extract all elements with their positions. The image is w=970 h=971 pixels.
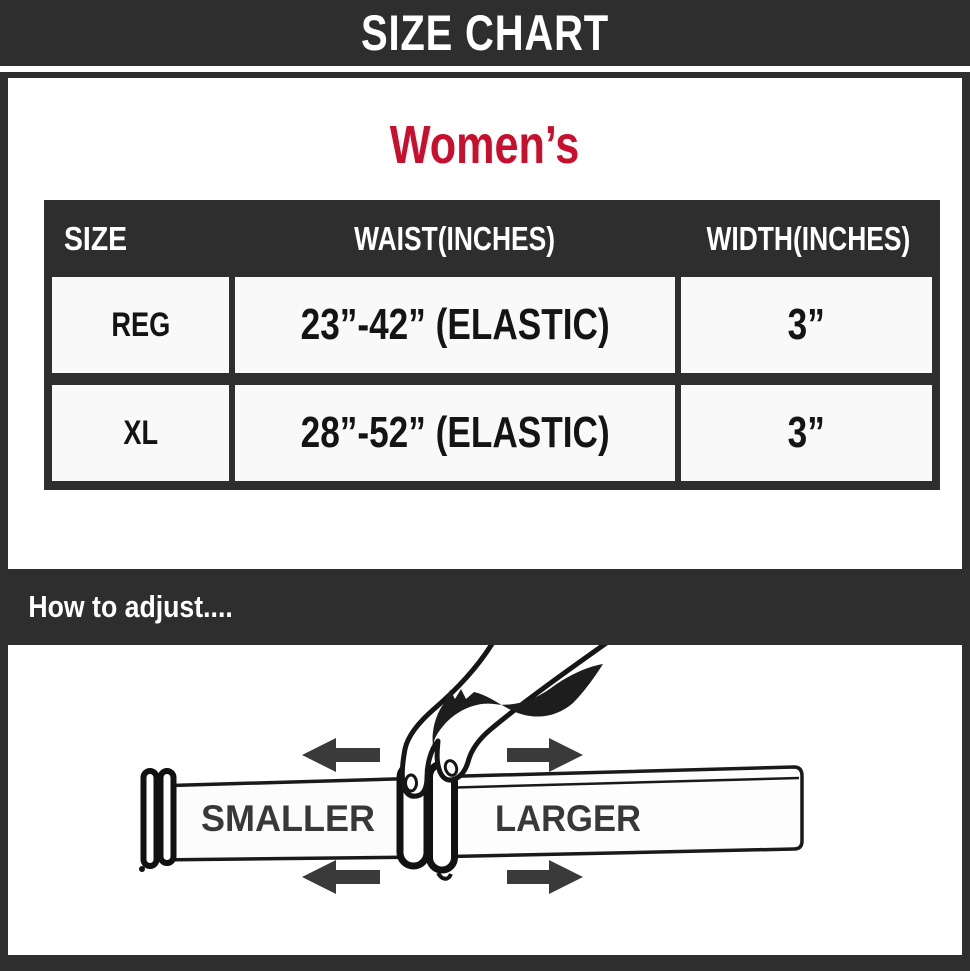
loop-tail-dot	[139, 866, 145, 872]
arrow-left-upper-icon	[302, 738, 380, 772]
thumb-nail	[406, 775, 417, 791]
buckle-tail	[438, 873, 451, 879]
footer-bar	[0, 955, 970, 971]
header-divider	[0, 72, 970, 78]
size-table	[44, 200, 940, 490]
smaller-label: SMALLER	[201, 798, 375, 839]
arrow-left-lower-icon	[302, 860, 380, 894]
table-header-row	[52, 200, 932, 277]
belt-adjust-diagram	[0, 645, 970, 955]
column-header-size: SIZE	[64, 219, 128, 257]
how-to-adjust-heading: How to adjust....	[28, 589, 233, 624]
larger-label: LARGER	[495, 798, 641, 839]
cell-width-xl: 3”	[681, 385, 932, 481]
column-header-waist: WAIST(INCHES)	[354, 219, 556, 257]
how-to-adjust-band	[0, 569, 970, 645]
cell-size-reg: REG	[52, 277, 229, 373]
belt-end-loop	[144, 771, 157, 866]
table-row	[52, 385, 932, 481]
cell-size-xl: XL	[52, 385, 229, 481]
page-title: SIZE CHART	[361, 5, 609, 61]
table-row	[52, 277, 932, 373]
belt-end-loop	[161, 771, 174, 863]
section-title: Women’s	[390, 115, 580, 175]
cell-waist-reg: 23”-42” (ELASTIC)	[235, 277, 675, 373]
arrow-right-upper-icon	[507, 738, 583, 772]
cell-waist-xl: 28”-52” (ELASTIC)	[235, 385, 675, 481]
column-header-width: WIDTH(INCHES)	[706, 219, 911, 257]
header-bar	[0, 0, 970, 66]
arrow-right-lower-icon	[507, 860, 583, 894]
cell-width-reg: 3”	[681, 277, 932, 373]
